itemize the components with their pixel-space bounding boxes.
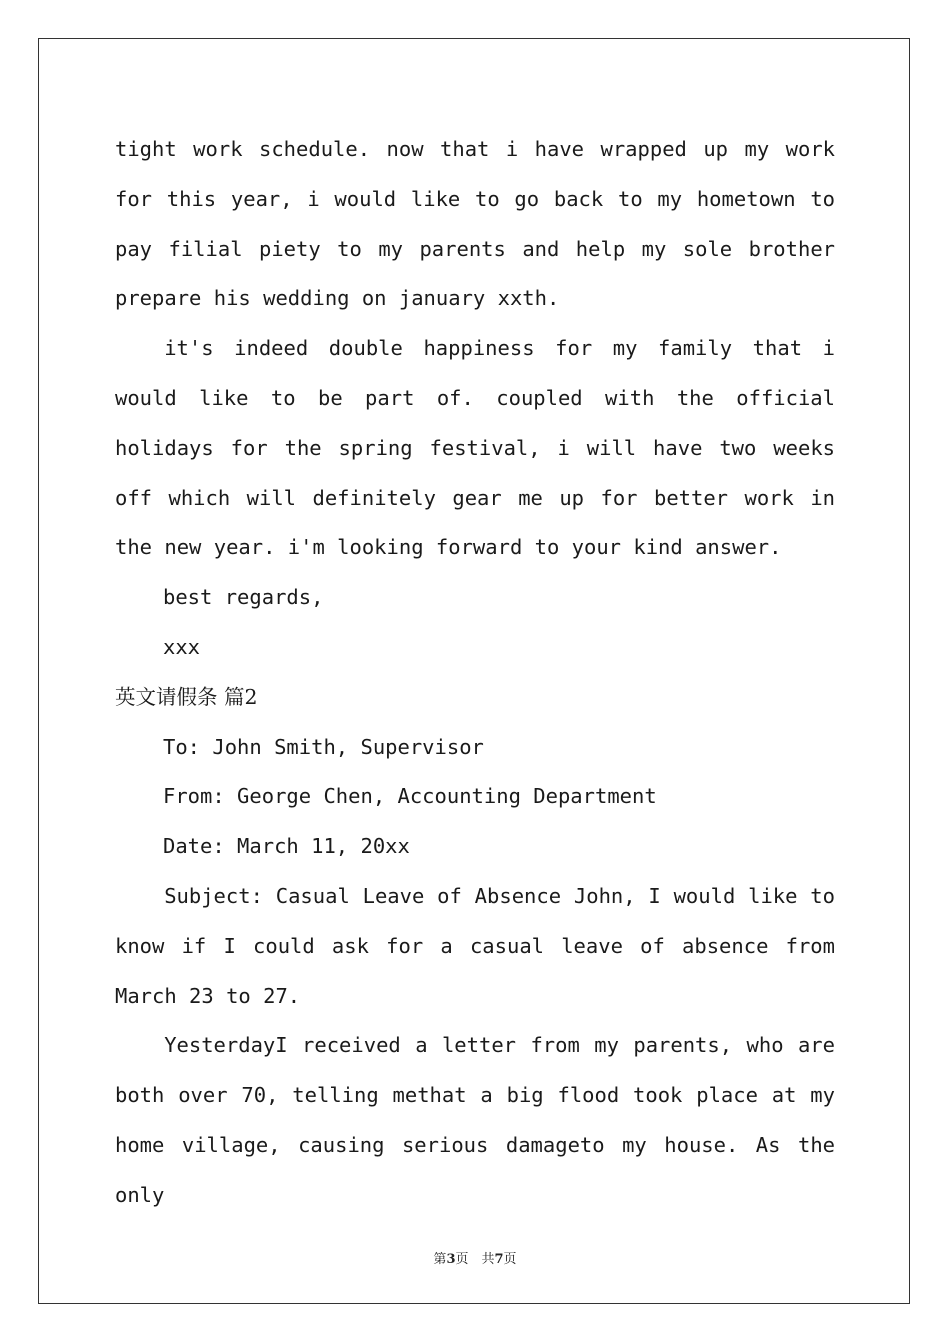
memo-subject-paragraph: Subject: Casual Leave of Absence John, I would like to know if I could ask for a casual leave of absence from March 23 to 27. bbox=[115, 883, 835, 1008]
current-page-number: 3 bbox=[446, 1252, 456, 1267]
memo-body-paragraph: YesterdayI received a letter from my parents, who are both over 70, telling methat a big flood took place at my home village, causing serious damageto my house. As the only bbox=[115, 1033, 835, 1207]
page-prefix: 第 bbox=[433, 1252, 447, 1267]
closing-regards: best regards, bbox=[163, 585, 324, 610]
memo-from-line: From: George Chen, Accounting Department bbox=[163, 784, 657, 809]
page-mid: 页 共 bbox=[455, 1252, 495, 1267]
signature-name: xxx bbox=[163, 634, 201, 659]
memo-date-line: Date: March 11, 20xx bbox=[163, 834, 410, 859]
paragraph-double-happiness: it's indeed double happiness for my family that i would like to be part of. coupled with the official holidays for the spring festival, i will have two weeks off which will definitely gear me up for better work in the new year. i'm looking forward to your kind answer. bbox=[115, 336, 835, 560]
section-heading: 英文请假条 篇2 bbox=[115, 684, 258, 709]
page-suffix: 页 bbox=[503, 1252, 517, 1267]
memo-to-line: To: John Smith, Supervisor bbox=[163, 734, 484, 759]
total-page-number: 7 bbox=[494, 1252, 504, 1267]
page-footer bbox=[0, 1248, 950, 1267]
document-body bbox=[115, 125, 835, 1221]
paragraph-continuation: tight work schedule. now that i have wrapped up my work for this year, i would like to go back to my hometown to pay filial piety to my parents and help my sole brother prepare his wedding on january xxth. bbox=[115, 137, 835, 311]
